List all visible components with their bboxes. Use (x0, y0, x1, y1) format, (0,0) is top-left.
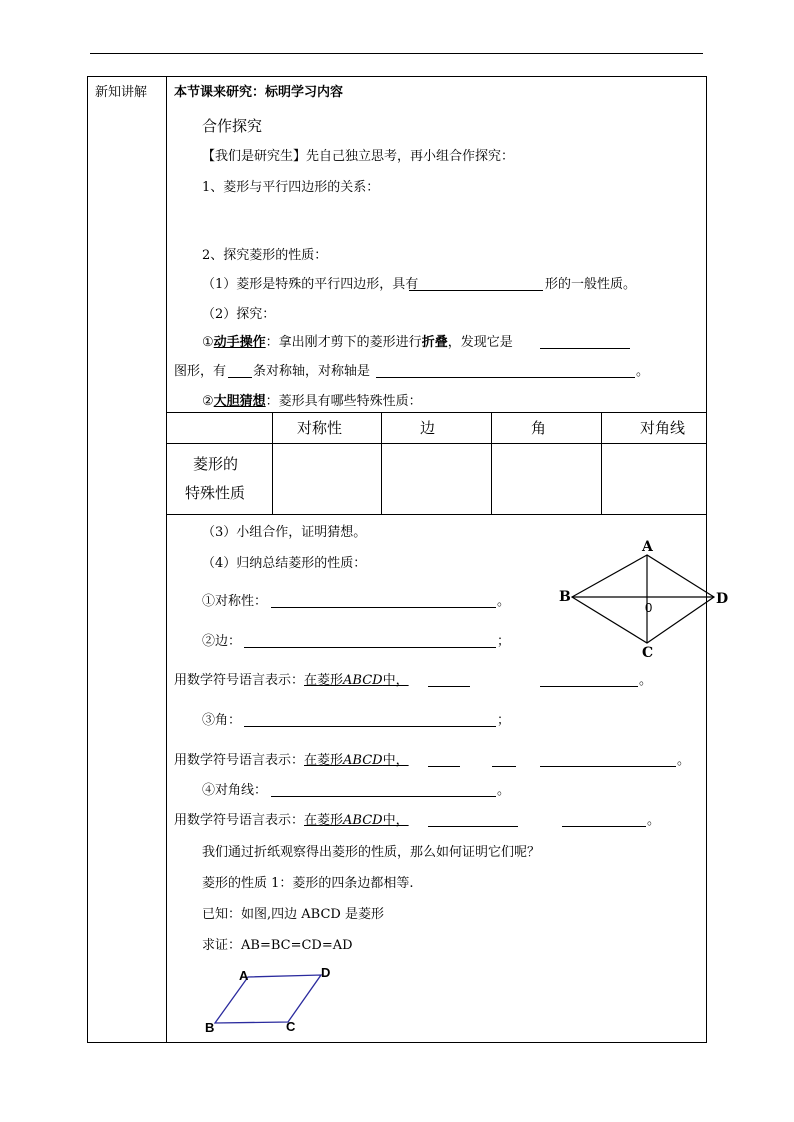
property-side: ②边： (202, 634, 242, 649)
math-in-a: 在菱形 (304, 753, 344, 768)
symmetry-end: 。 (497, 594, 511, 609)
subheading: 合作探究 (202, 117, 263, 135)
intro-text: 【我们是研究生】先自己独立思考，再小组合作探究： (202, 149, 515, 164)
math-in-b: 中， (382, 673, 409, 688)
given-statement: 已知：如图,四边 ABCD 是菱形 (202, 907, 384, 922)
math-prefix: 用数学符号语言表示： (174, 813, 305, 828)
frame-left (87, 76, 88, 1043)
blank-math-angle-1[interactable] (428, 766, 460, 767)
operation-number: ① (202, 335, 214, 350)
proof-rhombus-outline (215, 975, 321, 1023)
math-line-diagonal (174, 814, 409, 827)
blank-math-diagonal-1[interactable] (428, 826, 518, 827)
blank-axis-description[interactable] (376, 377, 635, 378)
operation-label: 动手操作 (213, 335, 266, 350)
diagram1-label-b: B (559, 589, 571, 605)
proof-rhombus-diagram (205, 965, 335, 1035)
left-column-label: 新知讲解 (95, 85, 148, 100)
table-col-3 (491, 412, 492, 514)
diagram1-label-o: 0 (645, 600, 653, 615)
operation-line2-b: 条对称轴，对称轴是 (253, 364, 371, 379)
blank-math-diagonal-2[interactable] (562, 826, 646, 827)
table-header-angle: 角 (531, 419, 547, 437)
math-in-a: 在菱形 (304, 813, 344, 828)
operation-text-a: ：拿出刚才剪下的菱形进行 (265, 335, 422, 350)
property-diagonal: ④对角线： (202, 783, 268, 798)
math-line-angle (174, 754, 409, 767)
section-heading: 本节课来研究：标明学习内容 (174, 85, 344, 100)
guess-number: ② (202, 394, 214, 409)
table-header-diagonal: 对角线 (640, 419, 686, 437)
math-abcd: ABCD (343, 753, 383, 768)
table-header-symmetry: 对称性 (297, 419, 343, 437)
blank-diagonal[interactable] (271, 796, 496, 797)
table-header-side: 边 (420, 419, 436, 437)
diagram2-label-c: C (286, 1019, 296, 1034)
blank-math-angle-3[interactable] (540, 766, 676, 767)
frame-bottom (87, 1042, 707, 1043)
side-end: ； (497, 634, 511, 649)
math-line-side (174, 674, 409, 687)
diagram1-label-a: A (642, 539, 653, 555)
blank-general-property[interactable] (409, 290, 543, 291)
guess-line (202, 395, 422, 408)
question-2-1-a: （1）菱形是特殊的平行四边形，具有 (202, 277, 419, 292)
operation-fold: 折叠 (421, 335, 448, 350)
math-in-b: 中， (382, 813, 409, 828)
diagram2-label-d: D (321, 965, 331, 980)
operation-line2-a: 图形，有 (174, 364, 227, 379)
property-symmetry: ①对称性： (202, 594, 268, 609)
diagram1-label-d: D (716, 591, 729, 607)
operation-line (202, 336, 513, 349)
table-col-2 (381, 412, 382, 514)
table-col-1 (272, 412, 273, 514)
question-2: 2、探究菱形的性质： (202, 248, 328, 263)
math-in-a: 在菱形 (304, 673, 344, 688)
guess-text: ：菱形具有哪些特殊性质： (265, 394, 422, 409)
proof-question: 我们通过折纸观察得出菱形的性质，那么如何证明它们呢？ (202, 845, 541, 860)
table-header-bottom (166, 443, 707, 444)
frame-divider (166, 76, 167, 1043)
math-prefix: 用数学符号语言表示： (174, 753, 305, 768)
question-2-3: （3）小组合作，证明猜想。 (202, 525, 367, 540)
diagram2-label-a: A (239, 968, 249, 983)
blank-symmetry[interactable] (271, 607, 496, 608)
table-row-label-1: 菱形的 (193, 455, 239, 473)
math-abcd: ABCD (343, 813, 383, 828)
prove-statement: 求证：AB=BC=CD=AD (202, 938, 353, 953)
blank-math-angle-2[interactable] (492, 766, 516, 767)
question-1: 1、菱形与平行四边形的关系： (202, 180, 380, 195)
math-diagonal-end: 。 (647, 813, 661, 828)
diagonal-end: 。 (497, 783, 511, 798)
diagram2-label-b: B (205, 1020, 215, 1035)
blank-angle[interactable] (244, 726, 496, 727)
math-angle-end: 。 (677, 753, 691, 768)
angle-end: ； (497, 713, 511, 728)
question-2-4: （4）归纳总结菱形的性质： (202, 556, 367, 571)
math-in-b: 中， (382, 753, 409, 768)
blank-axis-count[interactable] (228, 377, 252, 378)
math-prefix: 用数学符号语言表示： (174, 673, 305, 688)
operation-line2-end: 。 (636, 364, 650, 379)
header-rule (90, 53, 703, 54)
question-2-2: （2）探究： (202, 307, 276, 322)
property-1: 菱形的性质 1：菱形的四条边都相等. (202, 876, 414, 891)
guess-label: 大胆猜想 (213, 394, 266, 409)
frame-top (87, 76, 707, 77)
table-top (166, 412, 707, 413)
math-side-end: 。 (639, 673, 653, 688)
property-angle: ③角： (202, 713, 242, 728)
diagram1-label-c: C (642, 645, 654, 661)
math-abcd: ABCD (343, 673, 383, 688)
question-2-1-b: 形的一般性质。 (545, 277, 637, 292)
table-row-label-2: 特殊性质 (185, 484, 246, 502)
table-col-4 (601, 412, 602, 514)
rhombus-outline (572, 555, 714, 643)
blank-math-side-2[interactable] (540, 686, 638, 687)
blank-side[interactable] (244, 647, 496, 648)
blank-figure-type[interactable] (540, 348, 630, 349)
table-bottom (166, 514, 707, 515)
operation-text-b: ，发现它是 (447, 335, 513, 350)
blank-math-side-1[interactable] (428, 686, 470, 687)
